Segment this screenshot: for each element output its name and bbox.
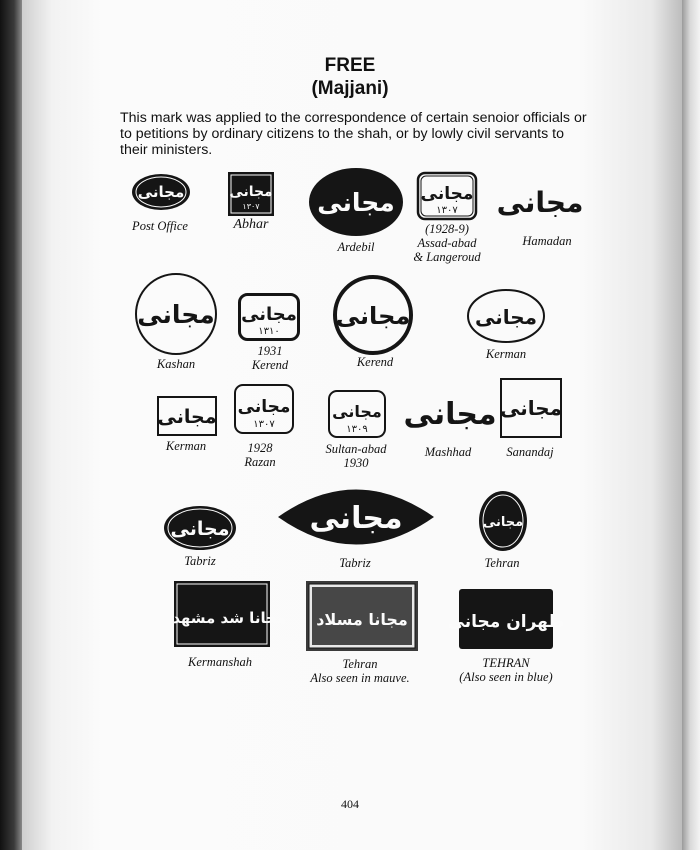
- stamp-tehran-oval: [478, 490, 528, 552]
- stamp-tehran-mauve: [306, 581, 418, 651]
- page-title: FREE: [324, 55, 376, 76]
- stamp-text: مجانی: [332, 402, 382, 421]
- caption-tehran-mauve: [310, 657, 409, 685]
- page-number: 404: [341, 797, 359, 811]
- stamp-mashhad: [403, 384, 497, 440]
- stamp-text: طهران مجانی: [447, 612, 565, 632]
- stamp-text: مجانی: [157, 406, 217, 428]
- stamp-abhar: [228, 172, 274, 216]
- caption-kerend-1931: [252, 344, 288, 372]
- stamp-hamadan: [496, 176, 584, 226]
- stamp-text: مجانی: [137, 183, 185, 201]
- caption-line: Razan: [244, 455, 276, 469]
- caption-tabriz-large: Tabriz: [339, 556, 371, 570]
- stamp-text: مجانی: [137, 300, 215, 329]
- stamp-razan: [234, 384, 294, 434]
- caption-line: 1931: [257, 344, 283, 358]
- stamp-text: مجانی: [317, 188, 395, 217]
- stamp-ardebil: [308, 167, 404, 237]
- caption-line: (Also seen in blue): [459, 670, 553, 684]
- page-edge: [682, 0, 700, 850]
- caption-assad-abad: [413, 222, 480, 264]
- caption-ardebil: Ardebil: [337, 240, 375, 254]
- stamp-text: مجانی: [241, 304, 297, 325]
- stamp-assad-abad: [417, 172, 477, 220]
- stamp-text: مجانی: [309, 501, 403, 536]
- stamp-text: مجانی: [403, 397, 497, 432]
- caption-mashhad: Mashhad: [424, 445, 472, 459]
- caption-kerman-oval: Kerman: [485, 347, 527, 361]
- stamp-year: ۱۳۰۷: [242, 202, 260, 211]
- stamp-text: مجانی: [496, 186, 584, 219]
- stamp-kerend-1931: [238, 293, 300, 341]
- stamp-text: مجانا شد مشهد ۵: [157, 609, 287, 627]
- caption-razan: [244, 441, 275, 469]
- stamp-text: مجانی: [237, 397, 291, 417]
- stamp-tabriz-small: [163, 505, 237, 551]
- stamp-text: مجانی: [170, 518, 230, 540]
- caption-sultan-abad: [325, 442, 386, 470]
- caption-kermanshah: Kermanshah: [188, 655, 252, 669]
- stamp-tehran-blue: [447, 589, 565, 649]
- caption-line: & Langeroud: [413, 250, 481, 264]
- intro-paragraph: [120, 110, 590, 158]
- stamp-kerman-oval: [466, 288, 546, 344]
- caption-kerman-rect: Kerman: [165, 439, 207, 453]
- stamp-sultan-abad: [328, 390, 386, 438]
- stamp-tabriz-large: [276, 480, 436, 554]
- stamp-text: مجانی: [482, 515, 524, 530]
- stamp-year: ۱۳۰۷: [253, 419, 275, 430]
- caption-line: Kerend: [251, 358, 289, 372]
- caption-tabriz-small: Tabriz: [184, 554, 216, 568]
- caption-line: 1930: [343, 456, 369, 470]
- caption-line: Assad-abad: [417, 236, 477, 250]
- stamp-sanandaj: [500, 378, 562, 438]
- stamp-text: مجانی: [474, 305, 538, 329]
- caption-hamadan: Hamadan: [522, 234, 572, 248]
- caption-line: (1928-9): [425, 222, 469, 236]
- intro-line: their ministers.: [120, 142, 213, 158]
- caption-line: Tehran: [342, 657, 378, 671]
- stamp-text: مجانی: [420, 184, 474, 204]
- caption-kashan: Kashan: [156, 357, 196, 371]
- stamp-text: مجانی: [229, 184, 273, 200]
- stamp-year: ۱۳۱۰: [258, 326, 280, 337]
- caption-line: Sultan-abad: [325, 442, 387, 456]
- caption-sanandaj: Sanandaj: [506, 445, 554, 459]
- intro-line: This mark was applied to the correspondence of certain senoior officials or: [120, 110, 587, 126]
- stamp-text: مجانی: [335, 302, 411, 330]
- stamp-kermanshah: [157, 581, 287, 647]
- caption-line: Also seen in mauve.: [310, 671, 410, 685]
- caption-tehran-blue: [459, 656, 552, 684]
- stamp-post-office: [131, 172, 191, 212]
- caption-line: 1928: [247, 441, 273, 455]
- stamp-text: مجانی: [499, 396, 563, 420]
- intro-line: to petitions by ordinary citizens to the shah, or by lowly civil servants to: [120, 126, 564, 142]
- caption-abhar: Abhar: [233, 217, 269, 232]
- caption-tehran-oval: Tehran: [484, 556, 520, 570]
- caption-kerend: Kerend: [356, 355, 394, 369]
- book-gutter: [0, 0, 22, 850]
- page-subtitle: (Majjani): [311, 78, 389, 99]
- stamp-kerend: [332, 274, 414, 356]
- stamp-year: ۱۳۰۷: [436, 205, 458, 216]
- caption-post-office: Post Office: [132, 219, 188, 233]
- stamp-text: مجانا مسلاد: [316, 610, 408, 629]
- stamp-year: ۱۳۰۹: [346, 424, 368, 435]
- stamp-kerman-rect: [157, 396, 217, 436]
- caption-line: TEHRAN: [482, 656, 530, 670]
- stamp-kashan: [134, 272, 218, 356]
